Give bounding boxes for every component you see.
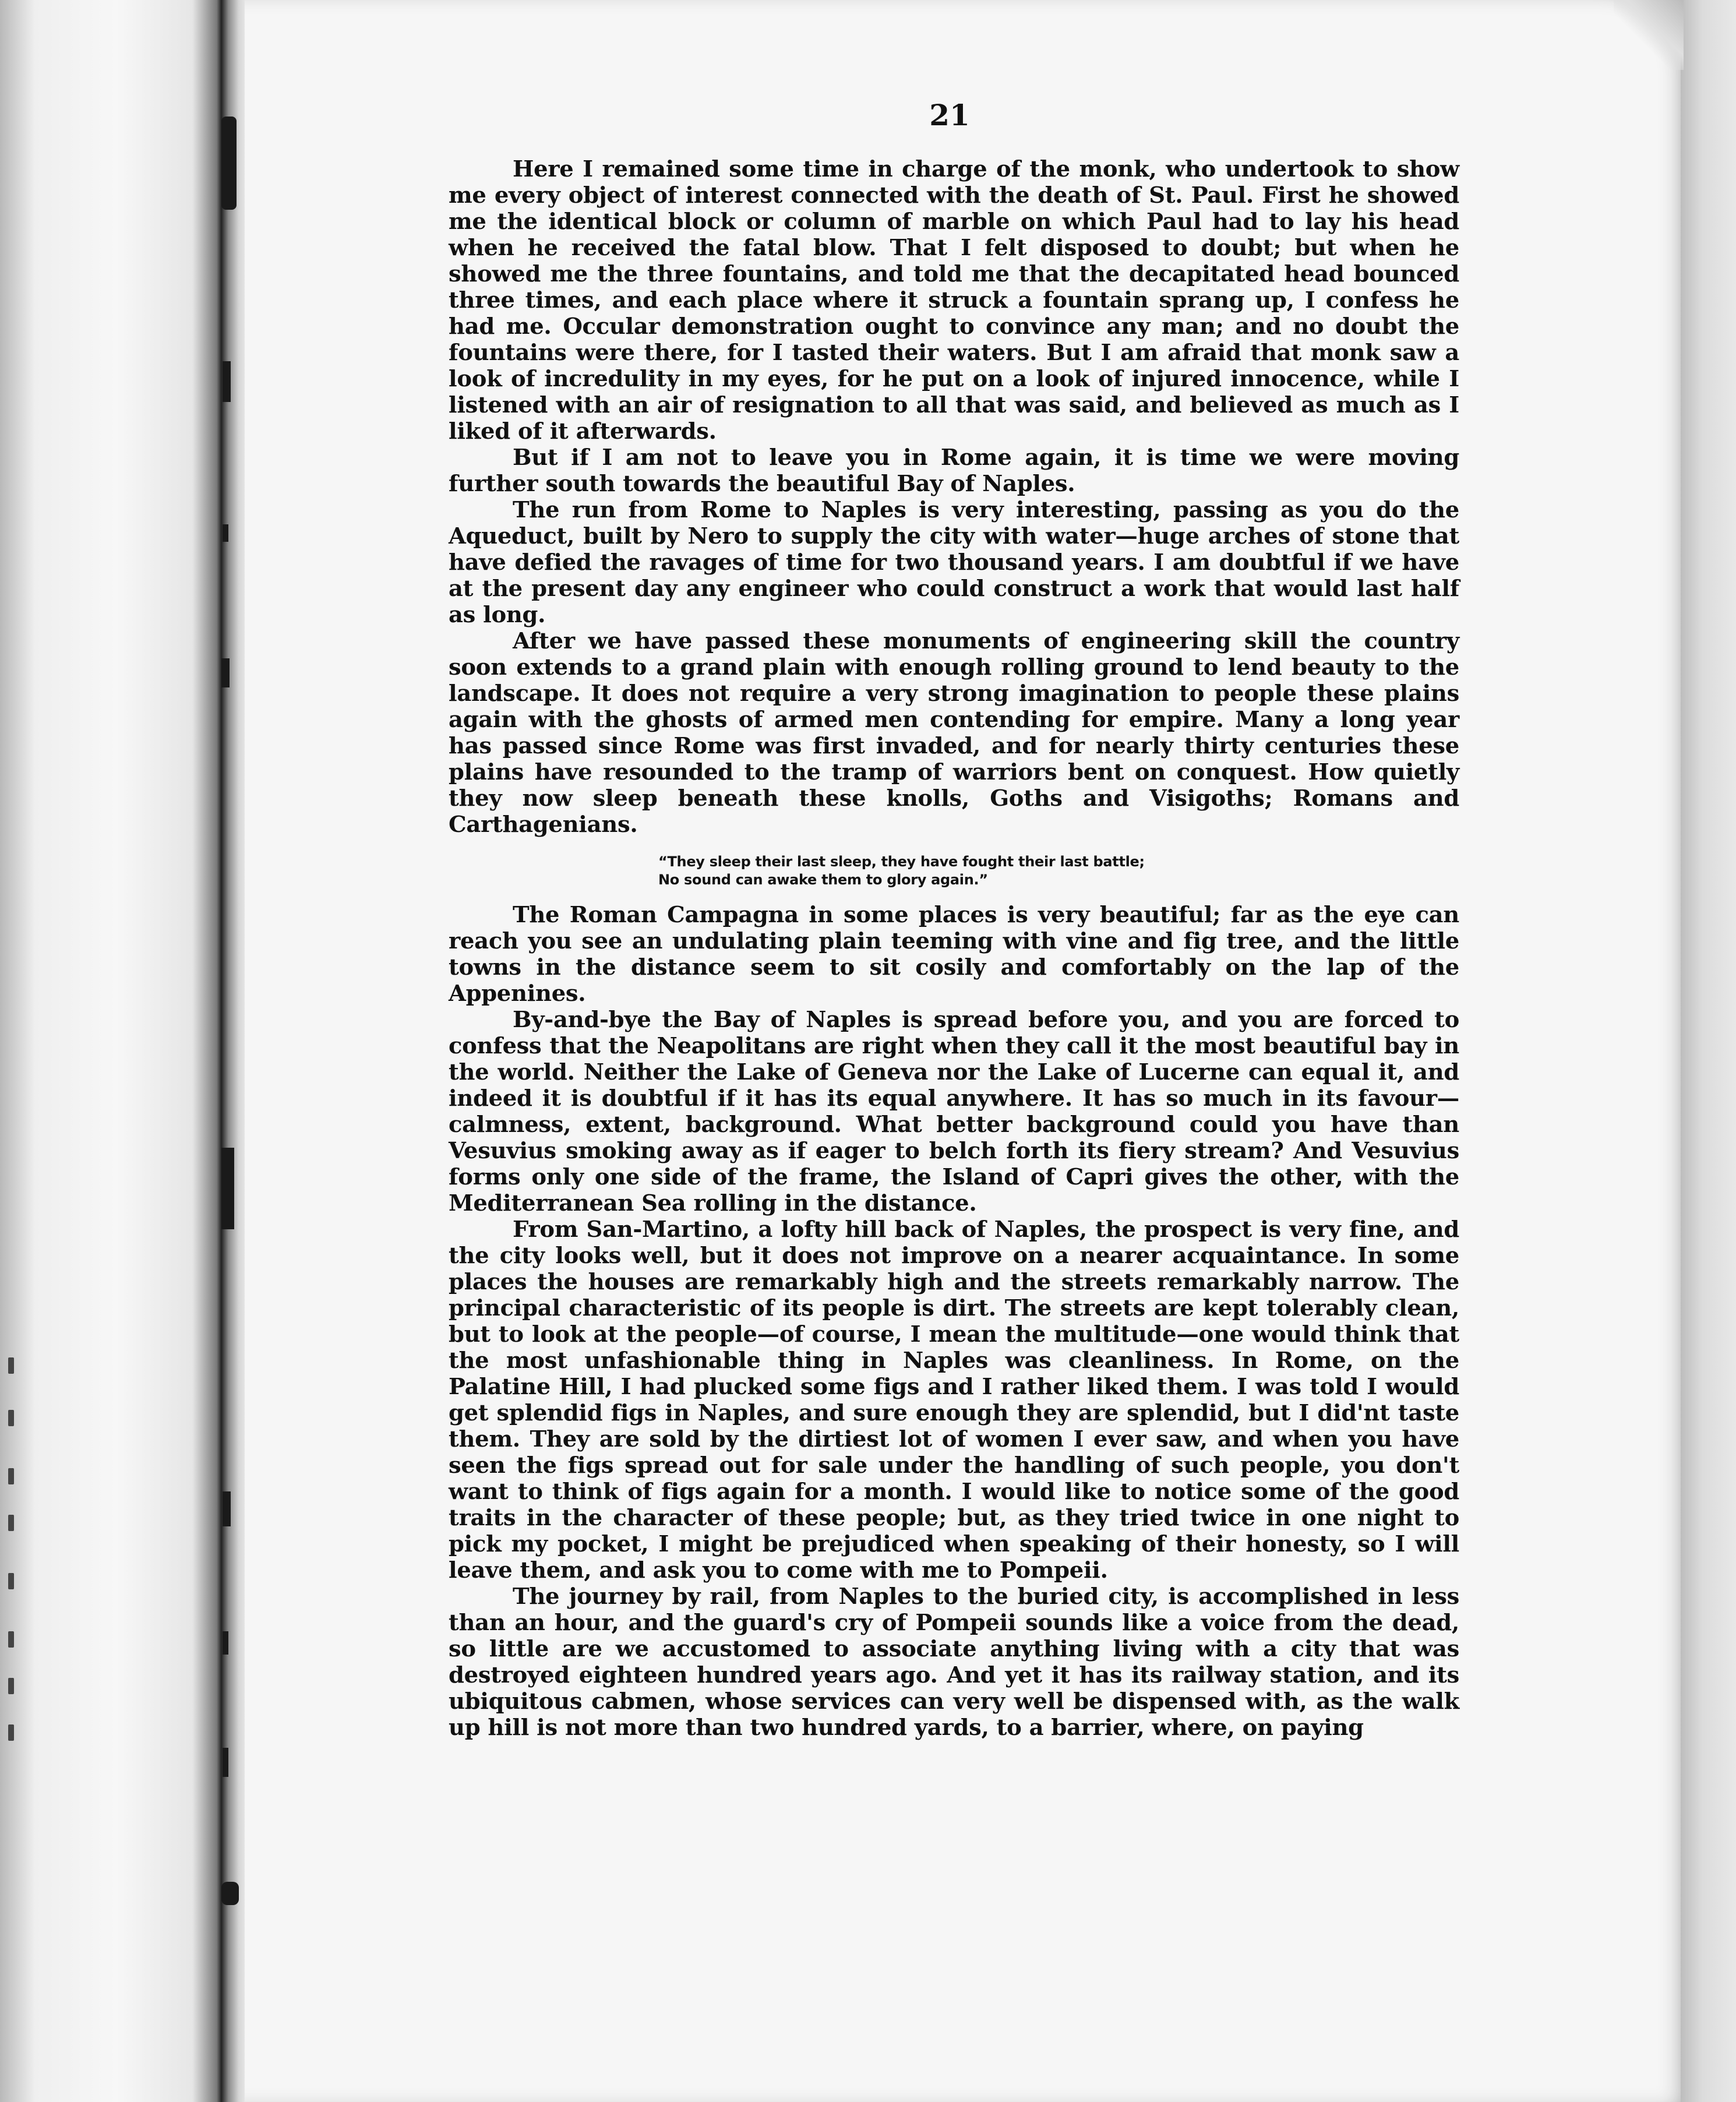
page-corner-curl xyxy=(1614,0,1684,70)
ghost-mark xyxy=(8,1678,14,1694)
ghost-mark xyxy=(8,1357,14,1374)
ghost-mark xyxy=(8,1468,14,1484)
ghost-mark xyxy=(8,1515,14,1531)
paragraph: The journey by rail, from Naples to the buried city, is accomplished in less than an hour, and the guard's cry of Pompeii sounds like a voice from the dead, so little are we accustomed to associate anything living with a city that was destroyed eighteen hundred years ago. And yet it has its railway station, and its ubiquitous cabmen, whose services can very well be dispensed with, as the walk up hill is not more than two hundred yards, to a barrier, where, on paying xyxy=(449,1583,1459,1741)
paragraph: From San-Martino, a lofty hill back of Naples, the prospect is very fine, and the city looks well, but it does not improve on a nearer acquaintance. In some places the houses are remarkably high and the streets remarkably narrow. The principal characteristic of its people is dirt. The streets are kept tolerably clean, but to look at the people—of course, I mean the multitude—one would think that the most unfashionable thing in Naples was cleanliness. In Rome, on the Palatine Hill, I had plucked some figs and I rather liked them. I was told I would get splendid figs in Naples, and sure enough they are splendid, but I did'nt taste them. They are sold by the dirtiest lot of women I ever saw, and when you have seen the figs spread out for sale under the handling of such people, you don't want to think of figs again for a month. I would like to notice some of the good traits in the character of these people; but, as they tried twice in one night to pick my pocket, I might be prejudiced when speaking of their honesty, so I will leave them, and ask you to come with me to Pompeii. xyxy=(449,1216,1459,1583)
body-text xyxy=(449,156,1459,1741)
left-page-margin xyxy=(0,0,221,2102)
ghost-mark xyxy=(8,1631,14,1648)
ghost-mark xyxy=(8,1724,14,1741)
bleed-through-text xyxy=(6,0,29,2102)
verse-line: “They sleep their last sleep, they have fought their last battle; xyxy=(658,854,1145,870)
binding-mark xyxy=(223,1748,228,1777)
binding-mark xyxy=(221,117,237,210)
verse-line: No sound can awake them to glory again.” xyxy=(658,872,988,888)
binding-mark xyxy=(223,1631,228,1655)
binding-mark xyxy=(223,524,228,542)
binding-mark xyxy=(221,1882,239,1905)
ghost-mark xyxy=(8,1573,14,1589)
paragraph: By-and-bye the Bay of Naples is spread before you, and you are forced to confess that the Neapolitans are right when they call it the most beautiful bay in the world. Neither the Lake of Geneva nor the Lake of Lucerne can equal it, and indeed it is doubtful if it has its equal anywhere. It has so much in its favour—calmness, extent, background. What better background could you have than Vesuvius smoking away as if eager to belch forth its fiery stream? And Vesuvius forms only one side of the frame, the Island of Capri gives the other, with the Mediterranean Sea rolling in the distance. xyxy=(449,1007,1459,1216)
binding-mark xyxy=(223,361,231,402)
page-stack-edge xyxy=(1681,0,1736,2102)
page-number: 21 xyxy=(929,98,970,132)
paragraph: The Roman Campagna in some places is very beautiful; far as the eye can reach you see an undulating plain teeming with vine and fig tree, and the little towns in the distance seem to sit cosily and comfortably on the lap of the Appenines. xyxy=(449,902,1459,1007)
binding-mark xyxy=(221,1148,234,1229)
ghost-mark xyxy=(8,1410,14,1426)
binding-mark xyxy=(223,1491,231,1526)
paragraph: Here I remained some time in charge of the monk, who undertook to show me every object of interest connected with the death of St. Paul. First he showed me the identical block or column of marble on which Paul had to lay his head when he received the fatal blow. That I felt disposed to doubt; but when he showed me the three fountains, and told me that the decapitated head bounced three times, and each place where it struck a fountain sprang up, I confess he had me. Occular demonstration ought to convince any man; and no doubt the fountains were there, for I tasted their waters. But I am afraid that monk saw a look of incredulity in my eyes, for he put on a look of injured innocence, while I listened with an air of resignation to all that was said, and believed as much as I liked of it afterwards. xyxy=(449,156,1459,445)
binding-mark xyxy=(221,658,230,687)
paragraph: But if I am not to leave you in Rome again, it is time we were moving further south towards the beautiful Bay of Naples. xyxy=(449,445,1459,497)
paragraph: The run from Rome to Naples is very interesting, passing as you do the Aqueduct, built by Nero to supply the city with water—huge arches of stone that have defied the ravages of time for two thousand years. I am doubtful if we have at the present day any engineer who could construct a work that would last half as long. xyxy=(449,497,1459,628)
verse-quotation xyxy=(658,853,1459,889)
paragraph: After we have passed these monuments of engineering skill the country soon extends to a grand plain with enough rolling ground to lend beauty to the landscape. It does not require a very strong imagination to people these plains again with the ghosts of armed men contending for empire. Many a long year has passed since Rome was first invaded, and for nearly thirty centuries these plains have resounded to the tramp of warriors bent on conquest. How quietly they now sleep beneath these knolls, Goths and Visigoths; Romans and Carthagenians. xyxy=(449,628,1459,838)
